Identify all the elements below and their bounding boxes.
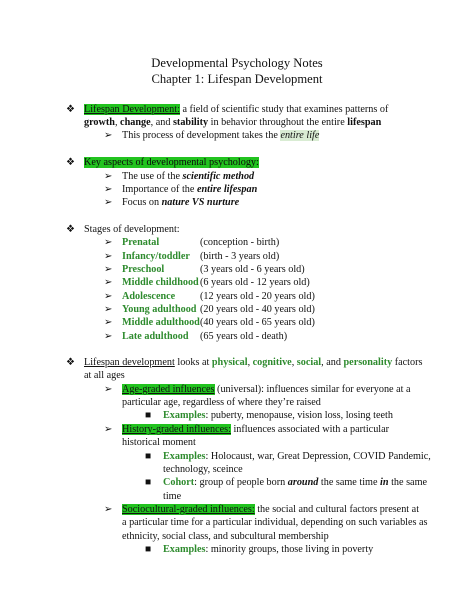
arrow-bullet-icon: ➢ <box>104 317 113 328</box>
cohort-continuation: time <box>163 491 182 502</box>
stage-range: (3 years old - 6 years old) <box>200 264 305 275</box>
square-bullet-icon: ■ <box>145 451 152 462</box>
arrow-bullet-icon: ➢ <box>104 424 113 435</box>
arrow-bullet-icon: ➢ <box>104 237 113 248</box>
stage-range: (birth - 3 years old) <box>200 251 280 262</box>
sociocultural-continuation: a particular time for a particular individual, depending on such variables as <box>122 517 428 528</box>
key-aspect-item: ➢ Focus on nature VS nurture <box>104 197 240 208</box>
diamond-bullet-icon: ❖ <box>66 357 76 368</box>
sub-bullet-entire-life: ➢ This process of development takes the entire life <box>104 130 320 141</box>
sub-bullet-history-graded: ➢ History-graded influences: influences associated with a particular <box>104 424 390 435</box>
term-history-graded: History-graded influences: <box>122 424 231 435</box>
age-graded-continuation: particular age, regardless of where they’re raised <box>122 397 321 408</box>
stage-row <box>104 276 310 289</box>
arrow-bullet-icon: ➢ <box>104 384 113 395</box>
term-sociocultural-graded: Sociocultural-graded influences: <box>122 504 255 515</box>
sub-bullet-sociocultural: ➢ Sociocultural-graded influences: the social and cultural factors present at <box>104 504 420 515</box>
term-age-graded: Age-graded influences <box>122 384 215 395</box>
stage-range: (40 years old - 65 years old) <box>200 317 315 328</box>
arrow-bullet-icon: ➢ <box>104 304 113 315</box>
stage-range: (12 years old - 20 years old) <box>200 291 315 302</box>
term-lifespan-development: Lifespan Development: <box>84 104 180 115</box>
diamond-bullet-icon: ❖ <box>66 104 76 115</box>
stage-row <box>104 263 305 276</box>
heading-key-aspects: Key aspects of developmental psychology: <box>84 157 259 168</box>
stage-name: Adolescence <box>122 291 176 302</box>
stage-name: Infancy/toddler <box>122 251 190 262</box>
diamond-bullet-icon: ❖ <box>66 157 76 168</box>
stage-range: (6 years old - 12 years old) <box>200 277 310 288</box>
stage-row <box>104 250 279 263</box>
sociocultural-continuation: ethnicity, social class, and subcultural membership <box>122 531 329 542</box>
stage-row <box>104 330 287 343</box>
stage-range: (65 years old - death) <box>200 331 288 342</box>
stage-name: Late adulthood <box>122 331 189 342</box>
arrow-bullet-icon: ➢ <box>104 277 113 288</box>
key-aspect-item: ➢ The use of the scientific method <box>104 171 255 182</box>
arrow-bullet-icon: ➢ <box>104 291 113 302</box>
key-aspect-item: ➢ Importance of the entire lifespan <box>104 184 258 195</box>
history-graded-continuation: historical moment <box>122 437 196 448</box>
stage-row <box>104 290 315 303</box>
document-subtitle: Chapter 1: Lifespan Development <box>151 72 323 86</box>
term-lifespan-development-factors: Lifespan development <box>84 357 175 368</box>
stage-name: Middle childhood <box>122 277 199 288</box>
heading-stages: Stages of development: <box>84 224 180 235</box>
square-bullet-icon: ■ <box>145 477 152 488</box>
sub-bullet-age-graded: ➢ Age-graded influences (universal): influences similar for everyone at a <box>104 384 411 395</box>
sociocultural-examples: ■ Examples: minority groups, those living in poverty <box>145 544 374 555</box>
stage-name: Middle adulthood <box>122 317 200 328</box>
stage-row <box>104 316 315 329</box>
age-graded-examples: ■ Examples: puberty, menopause, vision loss, losing teeth <box>145 410 393 421</box>
bullet-lifespan-factors: ❖ Lifespan development looks at physical, cognitive, social, and personality factors <box>66 357 423 368</box>
factors-continuation: at all ages <box>84 370 125 381</box>
arrow-bullet-icon: ➢ <box>104 184 113 195</box>
stage-range: (conception - birth) <box>200 237 280 248</box>
bullet-lifespan-development: ❖ Lifespan Development: a field of scientific study that examines patterns of <box>66 104 389 115</box>
arrow-bullet-icon: ➢ <box>104 264 113 275</box>
arrow-bullet-icon: ➢ <box>104 251 113 262</box>
bullet-stages <box>66 223 180 236</box>
stage-name: Young adulthood <box>122 304 197 315</box>
arrow-bullet-icon: ➢ <box>104 130 113 141</box>
square-bullet-icon: ■ <box>145 544 152 555</box>
diamond-bullet-icon: ❖ <box>66 224 76 235</box>
stage-range: (20 years old - 40 years old) <box>200 304 315 315</box>
history-graded-examples-continuation: technology, sceince <box>163 464 243 475</box>
arrow-bullet-icon: ➢ <box>104 504 113 515</box>
arrow-bullet-icon: ➢ <box>104 197 113 208</box>
stage-name: Prenatal <box>122 237 160 248</box>
stage-row <box>104 236 279 249</box>
square-bullet-icon: ■ <box>145 410 152 421</box>
cohort-definition: ■ Cohort: group of people born around the same time in the same <box>145 477 428 488</box>
highlight-entire-life: entire life <box>280 130 320 141</box>
arrow-bullet-icon: ➢ <box>104 331 113 342</box>
bullet-key-aspects <box>66 156 259 169</box>
definition-continuation: growth, change, and stability in behavior throughout the entire lifespan <box>84 117 382 128</box>
document-title: Developmental Psychology Notes <box>151 56 323 70</box>
arrow-bullet-icon: ➢ <box>104 171 113 182</box>
stage-row <box>104 303 315 316</box>
history-graded-examples: ■ Examples: Holocaust, war, Great Depression, COVID Pandemic, <box>145 451 431 462</box>
stage-name: Preschool <box>122 264 165 275</box>
